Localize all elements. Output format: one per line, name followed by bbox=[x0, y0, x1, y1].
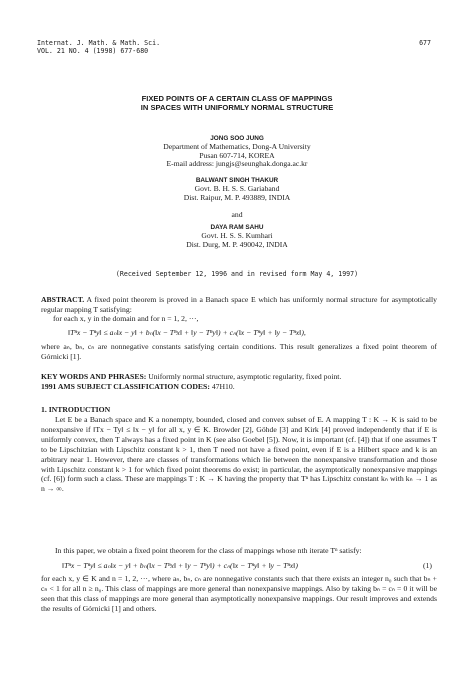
ams-label: 1991 AMS SUBJECT CLASSIFICATION CODES: bbox=[41, 381, 210, 391]
author-address: Dist. Durg, M. P. 490042, INDIA bbox=[186, 239, 288, 249]
equation-1-number: (1) bbox=[423, 561, 432, 570]
abstract-label: ABSTRACT. bbox=[41, 295, 85, 304]
intro-paragraph-2: In this paper, we obtain a fixed point theorem for the class of mappings whose nth iterate Tⁿ satisfy: bbox=[55, 546, 362, 555]
journal-line-2: VOL. 21 NO. 4 (1998) 677-680 bbox=[37, 47, 149, 55]
keywords-text: Uniformly normal structure, asymptotic regularity, fixed point. bbox=[148, 372, 342, 381]
author-name: JONG SOO JUNG bbox=[210, 135, 264, 142]
abstract-equation: ‖Tⁿx − Tⁿy‖ ≤ aₙ‖x − y‖ + bₙ(‖x − Tⁿx‖ + ‖y − Tⁿy‖) + cₙ(‖x − Tⁿy‖ + ‖y − Tⁿx‖), bbox=[68, 328, 306, 337]
abstract bbox=[41, 295, 437, 324]
author-address: Dist. Raipur, M. P. 493889, INDIA bbox=[183, 192, 291, 202]
section-heading: 1. INTRODUCTION bbox=[41, 405, 111, 414]
author-block-2 bbox=[0, 177, 474, 202]
author-name: BALWANT SINGH THAKUR bbox=[195, 177, 279, 184]
author-affiliation: Department of Mathematics, Dong-A University bbox=[163, 142, 311, 151]
intro-paragraph-1: Let E be a Banach space and K a nonempty, bounded, closed and convex subset of E. A mapping T : K → K is said to be nonexpansive if ‖Tx − Ty‖ ≤ ‖x − y‖ for all x, y ∈ K. Browder [2], Göhde [3] and Kirk [4] proved independently that if E is uniformly convex, then T always has a fixed point in K (see also Goebel [5]). Now, it is important (cf. [4]) that if one assumes T to be Lipschitzian with Lipschitz constant k > 1, then T need not have a fixed point, even if E is a Hilbert space and k is an arbitrary near 1. However, there are classes of transformations which lie between the nonexpansive transformation and those with Lipschitz constant k > 1 for which fixed point theorems do exist; in particular, the asymptotically nonexpansive mappings (cf. [6]) form such a class. These are mappings T : K → K having the property that Tⁿ has Lipschitz constant kₙ with kₙ → 1 as n → ∞. bbox=[41, 415, 437, 494]
title-line-1: FIXED POINTS OF A CERTAIN CLASS OF MAPPINGS bbox=[141, 94, 333, 103]
author-email: E-mail address: jungjs@seunghak.donga.ac.kr bbox=[166, 159, 308, 169]
author-affiliation: Govt. H. S. S. Kumhari bbox=[201, 231, 273, 240]
and-separator: and bbox=[231, 210, 243, 219]
author-affiliation: Govt. B. H. S. S. Gariaband bbox=[194, 184, 280, 193]
intro-paragraph-3: for each x, y ∈ K and n = 1, 2, ···, where aₙ, bₙ, cₙ are nonnegative constants such that there exists an integer n₀ such that bₙ + cₙ < 1 for all n ≥ n₀. This class of mappings are more general than nonexpansive mappings. Also by taking bₙ = cₙ = 0 it will be seen that this class of mappings are more general than asymptotically nonexpansive mappings. Our result improves and extends the results of Górnicki [1] and others. bbox=[41, 574, 437, 613]
page-number: 677 bbox=[419, 39, 431, 47]
journal-line-1: Internat. J. Math. & Math. Sci. bbox=[37, 39, 161, 47]
journal-header bbox=[37, 39, 160, 55]
keywords bbox=[41, 372, 437, 391]
author-name: DAYA RAM SAHU bbox=[210, 224, 264, 231]
title-line-2: IN SPACES WITH UNIFORMLY NORMAL STRUCTURE bbox=[140, 102, 334, 112]
abstract-after: where aₙ, bₙ, cₙ are nonnegative constants satisfying certain conditions. This result generalizes a fixed point theorem of Górnicki [1]. bbox=[41, 342, 437, 361]
author-block-1 bbox=[0, 135, 474, 169]
keywords-label: KEY WORDS AND PHRASES: bbox=[41, 372, 147, 381]
abstract-condition: for each x, y in the domain and for n = 1, 2, ···, bbox=[53, 314, 199, 324]
author-address: Pusan 607-714, KOREA bbox=[199, 150, 275, 160]
equation-1: ‖Tⁿx − Tⁿy‖ ≤ aₙ‖x − y‖ + bₙ(‖x − Tⁿx‖ + ‖y − Tⁿy‖) + cₙ(‖x − Tⁿy‖ + ‖y − Tⁿx‖) bbox=[62, 561, 298, 570]
ams-code: 47H10. bbox=[211, 381, 235, 391]
paper-title bbox=[0, 95, 474, 112]
received-date: (Received September 12, 1996 and in revised form May 4, 1997) bbox=[115, 270, 359, 278]
abstract-text: A fixed point theorem is proved in a Banach space E which has uniformly normal structure for asymptotically regular mapping T satisfying: bbox=[41, 295, 438, 314]
author-block-3 bbox=[0, 224, 474, 249]
